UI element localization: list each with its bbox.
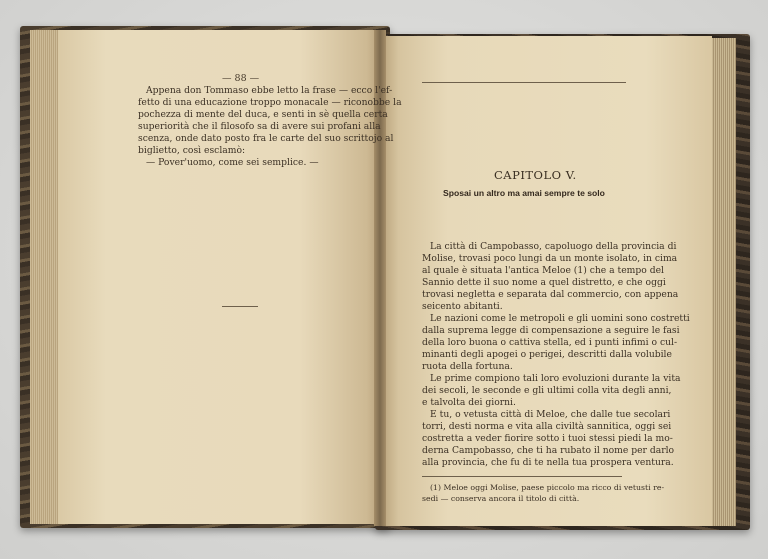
page-number: — 88 —	[222, 73, 260, 84]
text-line: pochezza di mente del duca, e senti in sè quella certa	[138, 109, 388, 120]
footnote-rule	[422, 476, 622, 477]
text-line: — Pover'uomo, come sei semplice. —	[146, 157, 319, 168]
text-line: fetto di una educazione troppo monacale — riconobbe la	[138, 97, 402, 108]
text-line: alla provincia, che fu di te nella tua prospera ventura.	[422, 457, 674, 468]
text-line: ruota della fortuna.	[422, 361, 513, 372]
footnote-line: (1) Meloe oggi Molise, paese piccolo ma ricco di vetusti re-	[430, 483, 665, 492]
text-line: dalla suprema legge di compensazione a seguire le fasi	[422, 325, 680, 336]
text-line: superiorità che il filosofo sa di avere sui profani alla	[138, 121, 381, 132]
footnote-line: sedi — conserva ancora il titolo di città.	[422, 494, 580, 503]
header-rule	[422, 82, 626, 83]
text-line: Molise, trovasi poco lungi da un monte isolato, in cima	[422, 253, 678, 264]
text-line: biglietto, così esclamò:	[138, 145, 246, 156]
text-line: Sannio dette il suo nome a quel distretto, e che oggi	[422, 277, 666, 288]
text-line: della loro buona o cattiva stella, ed i punti infimi o cul-	[422, 337, 678, 348]
chapter-subtitle: Sposai un altro ma amai sempre te solo	[443, 188, 605, 198]
section-divider	[222, 306, 258, 307]
text-line: minanti degli apogei o perigei, descritti dalla volubile	[422, 349, 672, 360]
text-line: La città di Campobasso, capoluogo della provincia di	[430, 241, 677, 252]
text-line: torri, desti norma e vita alla civiltà sannitica, oggi sei	[422, 421, 672, 432]
text-line: Le prime compiono tali loro evoluzioni durante la vita	[430, 373, 681, 384]
text-line: scenza, onde dato posto fra le carte del suo scrittojo al	[138, 133, 394, 144]
text-line: trovasi negletta e separata dal commercio, con appena	[422, 289, 679, 300]
text-line: al quale è situata l'antica Meloe (1) che a tempo del	[422, 265, 664, 276]
text-line: dei secoli, le seconde e gli ultimi colla vita degli anni,	[422, 385, 672, 396]
text-line: e talvolta dei giorni.	[422, 397, 516, 408]
text-line: costretta a veder fiorire sotto i tuoi stessi piedi la mo-	[422, 433, 673, 444]
chapter-title: CAPITOLO V.	[494, 168, 577, 182]
text-line: derna Campobasso, che ti ha rubato il nome per darlo	[422, 445, 675, 456]
text-line: E tu, o vetusta città di Meloe, che dalle tue secolari	[430, 409, 671, 420]
text-line: seicento abitanti.	[422, 301, 503, 312]
text-line: Appena don Tommaso ebbe letto la frase — ecco l'ef-	[146, 85, 393, 96]
text-line: Le nazioni come le metropoli e gli uomini sono costretti	[430, 313, 690, 324]
